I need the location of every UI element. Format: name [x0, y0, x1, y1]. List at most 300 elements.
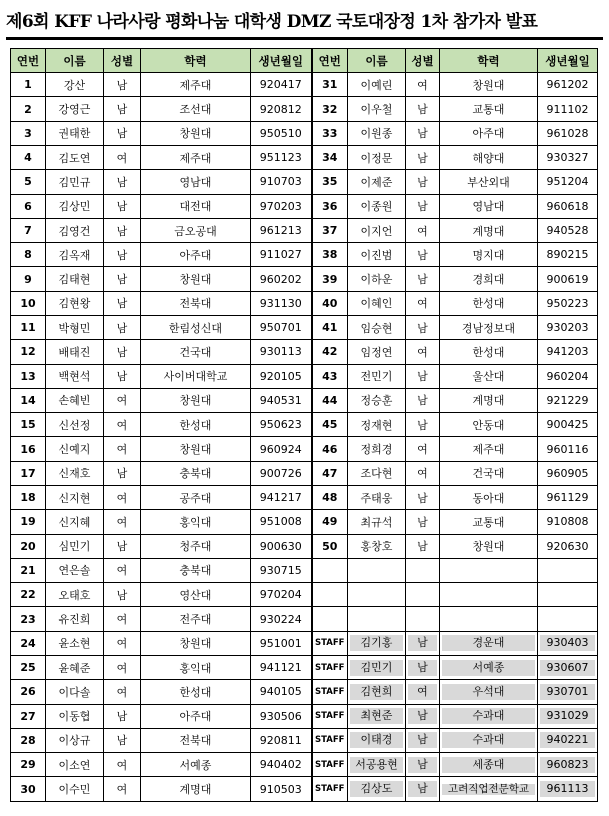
- staff-name-cell: [348, 753, 406, 777]
- empty-cell: [312, 607, 348, 631]
- table-row: [11, 121, 598, 145]
- staff-name: 김기홍: [350, 635, 403, 651]
- cell-birthdate: 951001: [251, 631, 312, 655]
- cell-birthdate: 960618: [538, 194, 598, 218]
- cell-name: 강산: [46, 73, 104, 97]
- col-header-name: 이름: [46, 49, 104, 73]
- cell-birthdate: 900619: [538, 267, 598, 291]
- staff-gender-cell: [406, 728, 440, 752]
- cell-name: 이소연: [46, 753, 104, 777]
- table-row: [11, 267, 598, 291]
- staff-name-cell: [348, 655, 406, 679]
- cell-number: 42: [312, 340, 348, 364]
- staff-name: 최현준: [350, 708, 403, 724]
- cell-school: 서예종: [141, 753, 251, 777]
- cell-gender: 여: [406, 73, 440, 97]
- staff-name-cell: [348, 728, 406, 752]
- cell-gender: 남: [406, 146, 440, 170]
- cell-birthdate: 920105: [251, 364, 312, 388]
- cell-gender: 남: [104, 728, 141, 752]
- cell-number: 23: [11, 607, 46, 631]
- cell-school: 건국대: [440, 461, 538, 485]
- cell-gender: 남: [104, 121, 141, 145]
- cell-name: 정승훈: [348, 388, 406, 412]
- staff-birthdate-cell: [538, 728, 598, 752]
- cell-number: 9: [11, 267, 46, 291]
- staff-name-cell: [348, 680, 406, 704]
- staff-gender: 여: [408, 684, 437, 700]
- staff-label: STAFF: [312, 680, 348, 704]
- cell-name: 유진희: [46, 607, 104, 631]
- staff-name-cell: [348, 704, 406, 728]
- cell-name: 배태진: [46, 340, 104, 364]
- cell-birthdate: 960116: [538, 437, 598, 461]
- table-row: [11, 97, 598, 121]
- cell-name: 권태한: [46, 121, 104, 145]
- participants-table: [10, 48, 598, 802]
- cell-name: 홍창호: [348, 534, 406, 558]
- table-row: [11, 73, 598, 97]
- staff-school-cell: [440, 753, 538, 777]
- staff-name: 김현희: [350, 684, 403, 700]
- cell-name: 김민규: [46, 170, 104, 194]
- cell-gender: 여: [104, 510, 141, 534]
- cell-birthdate: 910808: [538, 510, 598, 534]
- table-row: [11, 194, 598, 218]
- staff-birthdate: 930403: [540, 635, 595, 651]
- staff-birthdate-cell: [538, 631, 598, 655]
- cell-gender: 남: [104, 194, 141, 218]
- cell-name: 백현석: [46, 364, 104, 388]
- staff-school-cell: [440, 680, 538, 704]
- cell-school: 창원대: [141, 267, 251, 291]
- empty-cell: [348, 607, 406, 631]
- staff-gender-cell: [406, 655, 440, 679]
- cell-school: 창원대: [440, 73, 538, 97]
- cell-gender: 남: [406, 243, 440, 267]
- cell-school: 공주대: [141, 485, 251, 509]
- table-row: [11, 413, 598, 437]
- cell-name: 정희경: [348, 437, 406, 461]
- cell-number: 39: [312, 267, 348, 291]
- cell-number: 20: [11, 534, 46, 558]
- cell-number: 30: [11, 777, 46, 802]
- cell-school: 금오공대: [141, 218, 251, 242]
- cell-name: 이종원: [348, 194, 406, 218]
- staff-name-cell: [348, 777, 406, 802]
- staff-birthdate: 961113: [540, 781, 595, 797]
- staff-label: STAFF: [312, 777, 348, 802]
- cell-gender: 남: [406, 413, 440, 437]
- cell-name: 박형민: [46, 316, 104, 340]
- cell-gender: 남: [104, 364, 141, 388]
- cell-school: 아주대: [440, 121, 538, 145]
- cell-gender: 남: [104, 583, 141, 607]
- cell-gender: 남: [104, 218, 141, 242]
- cell-birthdate: 930224: [251, 607, 312, 631]
- cell-school: 경남정보대: [440, 316, 538, 340]
- staff-school: 수과대: [442, 708, 535, 724]
- cell-gender: 남: [104, 291, 141, 315]
- cell-number: 2: [11, 97, 46, 121]
- table-row: [11, 583, 598, 607]
- empty-cell: [406, 583, 440, 607]
- empty-cell: [538, 607, 598, 631]
- cell-school: 울산대: [440, 364, 538, 388]
- cell-gender: 여: [104, 680, 141, 704]
- cell-school: 전북대: [141, 291, 251, 315]
- cell-gender: 여: [104, 558, 141, 582]
- staff-school-cell: [440, 728, 538, 752]
- staff-school-cell: [440, 631, 538, 655]
- cell-gender: 남: [104, 170, 141, 194]
- cell-number: 44: [312, 388, 348, 412]
- cell-number: 25: [11, 655, 46, 679]
- cell-school: 아주대: [141, 704, 251, 728]
- staff-school-cell: [440, 655, 538, 679]
- empty-cell: [538, 583, 598, 607]
- cell-school: 한성대: [440, 340, 538, 364]
- cell-school: 계명대: [440, 218, 538, 242]
- cell-name: 이지언: [348, 218, 406, 242]
- cell-gender: 여: [104, 777, 141, 802]
- staff-name: 김민기: [350, 660, 403, 676]
- cell-name: 연은솔: [46, 558, 104, 582]
- cell-gender: 남: [104, 73, 141, 97]
- cell-school: 경희대: [440, 267, 538, 291]
- table-row: [11, 485, 598, 509]
- cell-number: 1: [11, 73, 46, 97]
- cell-gender: 남: [406, 388, 440, 412]
- empty-cell: [440, 558, 538, 582]
- cell-name: 최규석: [348, 510, 406, 534]
- cell-birthdate: 930327: [538, 146, 598, 170]
- cell-school: 제주대: [141, 146, 251, 170]
- cell-birthdate: 950510: [251, 121, 312, 145]
- empty-cell: [312, 583, 348, 607]
- staff-gender-cell: [406, 777, 440, 802]
- cell-school: 한성대: [440, 291, 538, 315]
- cell-name: 이제준: [348, 170, 406, 194]
- cell-school: 대전대: [141, 194, 251, 218]
- cell-number: 17: [11, 461, 46, 485]
- cell-number: 36: [312, 194, 348, 218]
- cell-gender: 여: [104, 655, 141, 679]
- cell-gender: 남: [406, 267, 440, 291]
- staff-birthdate: 960823: [540, 757, 595, 773]
- cell-name: 윤혜준: [46, 655, 104, 679]
- cell-birthdate: 900726: [251, 461, 312, 485]
- cell-name: 심민기: [46, 534, 104, 558]
- cell-gender: 남: [104, 267, 141, 291]
- cell-name: 이정문: [348, 146, 406, 170]
- cell-school: 조선대: [141, 97, 251, 121]
- cell-birthdate: 930506: [251, 704, 312, 728]
- cell-gender: 여: [104, 631, 141, 655]
- cell-gender: 여: [406, 461, 440, 485]
- cell-number: 31: [312, 73, 348, 97]
- staff-school: 서예종: [442, 660, 535, 676]
- cell-number: 4: [11, 146, 46, 170]
- cell-gender: 남: [104, 704, 141, 728]
- cell-school: 충북대: [141, 461, 251, 485]
- cell-number: 26: [11, 680, 46, 704]
- page-title: 제6회 KFF 나라사랑 평화나눔 대학생 DMZ 국토대장정 1차 참가자 발표: [6, 12, 538, 32]
- cell-birthdate: 960204: [538, 364, 598, 388]
- staff-gender: 남: [408, 708, 437, 724]
- staff-school-cell: [440, 704, 538, 728]
- cell-number: 35: [312, 170, 348, 194]
- table-header-row: [11, 49, 598, 73]
- staff-label: STAFF: [312, 728, 348, 752]
- table-row: [11, 461, 598, 485]
- cell-school: 부산외대: [440, 170, 538, 194]
- cell-school: 홍익대: [141, 510, 251, 534]
- cell-school: 제주대: [440, 437, 538, 461]
- cell-number: 11: [11, 316, 46, 340]
- cell-number: 45: [312, 413, 348, 437]
- cell-school: 전주대: [141, 607, 251, 631]
- staff-gender: 남: [408, 732, 437, 748]
- title-underline: [6, 37, 603, 40]
- staff-birthdate-cell: [538, 753, 598, 777]
- empty-cell: [348, 558, 406, 582]
- cell-gender: 남: [406, 121, 440, 145]
- col-header-name: 이름: [348, 49, 406, 73]
- staff-school: 세종대: [442, 757, 535, 773]
- cell-school: 창원대: [141, 121, 251, 145]
- staff-label: STAFF: [312, 631, 348, 655]
- cell-number: 41: [312, 316, 348, 340]
- cell-birthdate: 961129: [538, 485, 598, 509]
- staff-gender: 남: [408, 781, 437, 797]
- cell-number: 5: [11, 170, 46, 194]
- cell-name: 임정연: [348, 340, 406, 364]
- cell-name: 김상민: [46, 194, 104, 218]
- cell-name: 이수민: [46, 777, 104, 802]
- cell-birthdate: 921229: [538, 388, 598, 412]
- cell-name: 김옥재: [46, 243, 104, 267]
- staff-school-cell: [440, 777, 538, 802]
- cell-gender: 여: [406, 340, 440, 364]
- staff-birthdate-cell: [538, 777, 598, 802]
- cell-number: 48: [312, 485, 348, 509]
- cell-name: 오태호: [46, 583, 104, 607]
- staff-gender-cell: [406, 680, 440, 704]
- cell-number: 38: [312, 243, 348, 267]
- staff-name-cell: [348, 631, 406, 655]
- col-header-gender: 성별: [406, 49, 440, 73]
- cell-birthdate: 920417: [251, 73, 312, 97]
- col-header-birthdate: 생년월일: [538, 49, 598, 73]
- cell-name: 이동협: [46, 704, 104, 728]
- cell-school: 계명대: [141, 777, 251, 802]
- staff-birthdate-cell: [538, 655, 598, 679]
- staff-birthdate: 930701: [540, 684, 595, 700]
- empty-cell: [440, 607, 538, 631]
- cell-number: 37: [312, 218, 348, 242]
- empty-cell: [348, 583, 406, 607]
- staff-school: 우석대: [442, 684, 535, 700]
- cell-birthdate: 950701: [251, 316, 312, 340]
- table-row: [11, 340, 598, 364]
- cell-birthdate: 940402: [251, 753, 312, 777]
- cell-number: 27: [11, 704, 46, 728]
- cell-school: 영남대: [141, 170, 251, 194]
- cell-number: 3: [11, 121, 46, 145]
- staff-gender: 남: [408, 660, 437, 676]
- cell-name: 이예린: [348, 73, 406, 97]
- cell-gender: 남: [104, 243, 141, 267]
- cell-birthdate: 890215: [538, 243, 598, 267]
- cell-gender: 남: [406, 170, 440, 194]
- cell-gender: 남: [104, 461, 141, 485]
- staff-birthdate-cell: [538, 680, 598, 704]
- table-row: [11, 704, 598, 728]
- cell-birthdate: 960924: [251, 437, 312, 461]
- cell-school: 제주대: [141, 73, 251, 97]
- cell-number: 12: [11, 340, 46, 364]
- cell-name: 이진범: [348, 243, 406, 267]
- cell-school: 홍익대: [141, 655, 251, 679]
- table-row: [11, 437, 598, 461]
- cell-gender: 남: [104, 534, 141, 558]
- cell-birthdate: 930113: [251, 340, 312, 364]
- cell-number: 46: [312, 437, 348, 461]
- cell-name: 윤소현: [46, 631, 104, 655]
- table-row: [11, 364, 598, 388]
- cell-school: 전북대: [141, 728, 251, 752]
- cell-name: 전민기: [348, 364, 406, 388]
- cell-number: 21: [11, 558, 46, 582]
- cell-birthdate: 911102: [538, 97, 598, 121]
- cell-school: 명지대: [440, 243, 538, 267]
- cell-birthdate: 960202: [251, 267, 312, 291]
- cell-gender: 여: [104, 485, 141, 509]
- cell-birthdate: 970204: [251, 583, 312, 607]
- empty-cell: [312, 558, 348, 582]
- cell-school: 충북대: [141, 558, 251, 582]
- cell-school: 영산대: [141, 583, 251, 607]
- cell-name: 김영건: [46, 218, 104, 242]
- cell-birthdate: 941121: [251, 655, 312, 679]
- col-header-school: 학력: [141, 49, 251, 73]
- staff-gender-cell: [406, 753, 440, 777]
- cell-number: 33: [312, 121, 348, 145]
- cell-number: 16: [11, 437, 46, 461]
- staff-birthdate: 940221: [540, 732, 595, 748]
- col-header-number: 연번: [11, 49, 46, 73]
- cell-gender: 남: [406, 534, 440, 558]
- cell-number: 32: [312, 97, 348, 121]
- cell-gender: 남: [104, 97, 141, 121]
- cell-number: 43: [312, 364, 348, 388]
- table-row: [11, 680, 598, 704]
- staff-gender-cell: [406, 631, 440, 655]
- cell-gender: 여: [104, 437, 141, 461]
- cell-gender: 여: [104, 388, 141, 412]
- cell-name: 신지현: [46, 485, 104, 509]
- table-row: [11, 510, 598, 534]
- cell-birthdate: 961202: [538, 73, 598, 97]
- table-row: [11, 534, 598, 558]
- cell-birthdate: 960905: [538, 461, 598, 485]
- cell-gender: 남: [104, 340, 141, 364]
- staff-school: 고려직업전문학교: [442, 784, 535, 795]
- cell-number: 10: [11, 291, 46, 315]
- staff-gender: 남: [408, 635, 437, 651]
- cell-name: 이상규: [46, 728, 104, 752]
- cell-school: 계명대: [440, 388, 538, 412]
- cell-birthdate: 941217: [251, 485, 312, 509]
- staff-label: STAFF: [312, 655, 348, 679]
- cell-number: 14: [11, 388, 46, 412]
- cell-school: 영남대: [440, 194, 538, 218]
- cell-school: 창원대: [141, 631, 251, 655]
- table-row: [11, 753, 598, 777]
- cell-number: 34: [312, 146, 348, 170]
- cell-number: 19: [11, 510, 46, 534]
- cell-school: 창원대: [440, 534, 538, 558]
- cell-birthdate: 951123: [251, 146, 312, 170]
- col-header-school: 학력: [440, 49, 538, 73]
- cell-birthdate: 951204: [538, 170, 598, 194]
- staff-name: 김상도: [350, 781, 403, 797]
- cell-gender: 여: [104, 146, 141, 170]
- cell-gender: 여: [104, 607, 141, 631]
- cell-name: 신재호: [46, 461, 104, 485]
- table-row: [11, 631, 598, 655]
- table-row: [11, 218, 598, 242]
- table-row: [11, 558, 598, 582]
- cell-name: 임승현: [348, 316, 406, 340]
- cell-birthdate: 951008: [251, 510, 312, 534]
- cell-number: 29: [11, 753, 46, 777]
- col-header-gender: 성별: [104, 49, 141, 73]
- cell-name: 정재현: [348, 413, 406, 437]
- cell-name: 김태현: [46, 267, 104, 291]
- cell-gender: 남: [406, 485, 440, 509]
- table-row: [11, 243, 598, 267]
- cell-school: 안동대: [440, 413, 538, 437]
- cell-birthdate: 931130: [251, 291, 312, 315]
- cell-name: 주태웅: [348, 485, 406, 509]
- cell-name: 신선정: [46, 413, 104, 437]
- cell-number: 50: [312, 534, 348, 558]
- cell-birthdate: 920630: [538, 534, 598, 558]
- cell-school: 창원대: [141, 388, 251, 412]
- cell-gender: 여: [406, 291, 440, 315]
- cell-name: 신예지: [46, 437, 104, 461]
- cell-birthdate: 940528: [538, 218, 598, 242]
- empty-cell: [406, 558, 440, 582]
- cell-number: 28: [11, 728, 46, 752]
- cell-number: 47: [312, 461, 348, 485]
- cell-number: 13: [11, 364, 46, 388]
- cell-gender: 여: [104, 753, 141, 777]
- staff-name: 이태경: [350, 732, 403, 748]
- staff-gender: 남: [408, 757, 437, 773]
- cell-birthdate: 900630: [251, 534, 312, 558]
- table-row: [11, 291, 598, 315]
- cell-name: 김현왕: [46, 291, 104, 315]
- col-header-birthdate: 생년월일: [251, 49, 312, 73]
- cell-school: 사이버대학교: [141, 364, 251, 388]
- cell-school: 청주대: [141, 534, 251, 558]
- cell-birthdate: 961213: [251, 218, 312, 242]
- cell-school: 한성대: [141, 680, 251, 704]
- table-row: [11, 728, 598, 752]
